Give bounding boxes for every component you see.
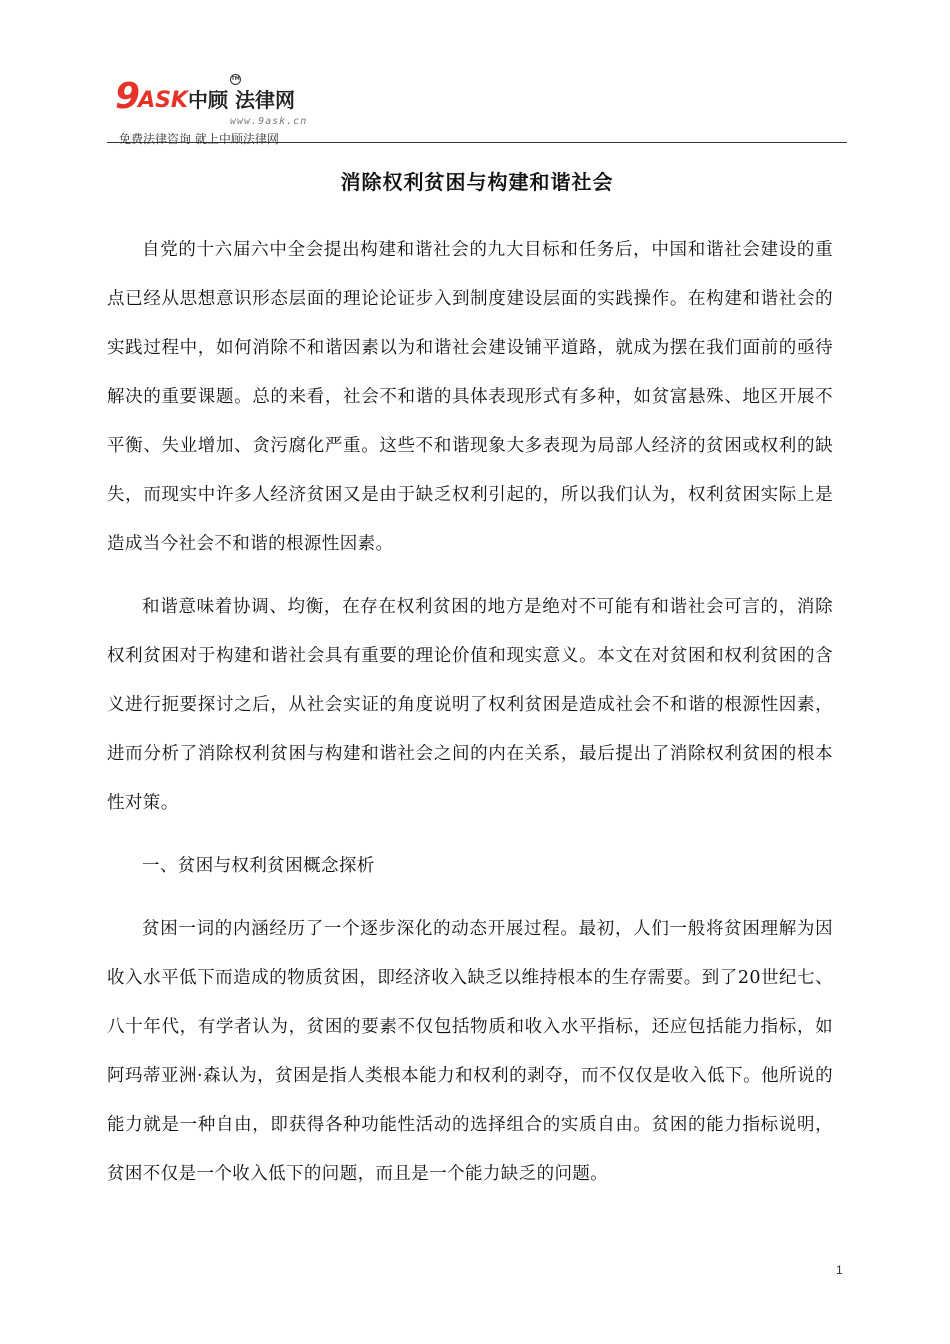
trademark-icon: TM [230, 74, 241, 85]
logo-chinese-name: 中顾 法律网 [187, 88, 295, 112]
paragraph-1: 自党的十六届六中全会提出构建和谐社会的九大目标和任务后，中国和谐社会建设的重点已经从思想意识形态层面的理论论证步入到制度建设层面的实践操作。在构建和谐社会的实践过程中，如何消除不和谐因素以为和谐社会建设铺平道路，就成为摆在我们面前的亟待解决的重要课题。总的来看，社会不和谐的具体表现形式有多种，如贫富悬殊、地区开展不平衡、失业增加、贪污腐化严重。这些不和谐现象大多表现为局部人经济的贫困或权利的缺失，而现实中许多人经济贫困又是由于缺乏权利引起的，所以我们认为，权利贫困实际上是造成当今社会不和谐的根源性因素。 [107, 240, 833, 554]
page-header [107, 62, 847, 146]
document-body [107, 226, 833, 1213]
logo-wordmark [115, 76, 295, 116]
page-number: 1 [836, 1263, 843, 1277]
logo-nine: 9 [115, 76, 139, 117]
paragraph-3: 贫困一词的内涵经历了一个逐步深化的动态开展过程。最初，人们一般将贫困理解为因收入水平低下而造成的物质贫困，即经济收入缺乏以维持根本的生存需要。到了20世纪七、八十年代，有学者认为，贫困的要素不仅包括物质和收入水平指标，还应包括能力指标，如阿玛蒂亚洲·森认为，贫困是指人类根本能力和权利的剥夺，而不仅仅是收入低下。他所说的能力就是一种自由，即获得各种功能性活动的选择组合的实质自由。贫困的能力指标说明，贫困不仅是一个收入低下的问题，而且是一个能力缺乏的问题。 [107, 919, 833, 1184]
site-logo[interactable] [115, 72, 345, 146]
paragraph-2: 和谐意味着协调、均衡，在存在权利贫困的地方是绝对不可能有和谐社会可言的，消除权利贫困对于构建和谐社会具有重要的理论价值和现实意义。本文在对贫困和权利贫困的含义进行扼要探讨之后，从社会实证的角度说明了权利贫困是造成社会不和谐的根源性因素，进而分析了消除权利贫困与构建和谐社会之间的内在关系，最后提出了消除权利贫困的根本性对策。 [107, 597, 833, 813]
section-heading: 一、贫困与权利贫困概念探析 [142, 856, 375, 876]
logo-ask: ASK [138, 88, 188, 113]
header-divider [107, 142, 847, 143]
logo-url: www.9ask.cn [230, 116, 308, 127]
logo-slogan: 免费法律咨询 就上中顾法律网 [119, 132, 279, 146]
document-title: 消除权利贫困与构建和谐社会 [340, 170, 614, 194]
